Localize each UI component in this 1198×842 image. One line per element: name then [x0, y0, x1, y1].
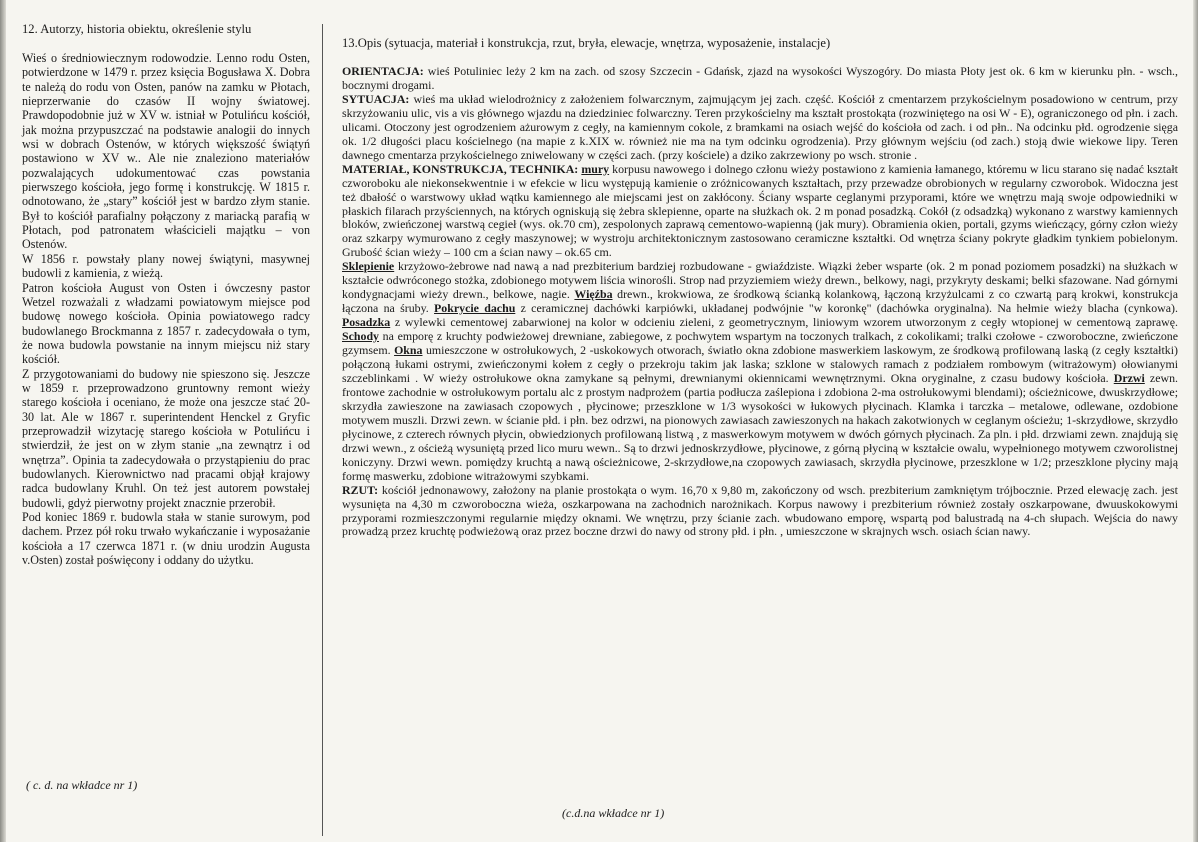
situation-label: SYTUACJA: [342, 91, 410, 106]
windows-label: Okna [394, 343, 423, 358]
orientation-label: ORIENTACJA: [342, 64, 424, 78]
plan-text: kościół jednonawowy, założony na planie prostokąta o wym. 16,70 x 9,80 m, zakończony od wsch. prezbiterium zamkniętym trójbocznie. Przed elewację zach. jest wysunięta na 4,30 m czworoboczna wieża, oszkarpowana na zachodnich narożnikach. Korpus nawowy i prezbiterium również zostały oszkarpowane, dwuuskokowymi przyporami rozmieszczonymi regularnie między oknami. We wnętrzu, przy ścianie zach. wbudowano emporę, wspartą pod balustradą na 4-ch słupach. Wejścia do nawy prowadzą przez kruchtę podwieżową oraz przez boczne drzwi do nawy od strony płd. i płn. , umieszczone w skrajnych wsch. osiach ścian nawy. [342, 482, 1178, 539]
roof-truss-label: Więźba [574, 287, 613, 302]
situation-paragraph [342, 93, 1178, 163]
orientation-text: wieś Potuliniec leży 2 km na zach. od szosy Szczecin - Gdańsk, zjazd na wysokości Wyszogóry. Do miasta Płoty jest ok. 6 km w kierunku płn. - wsch., bocznymi drogami. [342, 64, 1178, 92]
vault-label: Sklepienie [342, 259, 395, 274]
vault-paragraph [342, 260, 1178, 483]
plan-paragraph [342, 484, 1178, 540]
vault-text: krzyżowo-żebrowe nad nawą a nad prezbiterium bardziej rozbudowane - gwiaździste. Wiązki żeber wsparte (ok. 2 m ponad poziomem posadzki) na służkach w kształcie odwróconego stożka, zdobionego motywem liścia winorośli. Strop nad przyziemiem wieży drewn., belkowy, nagi, przykryty deskami; belki sfazowane. Nad górnymi kondygnacjami wieży drewn., belkowe, nagie. [342, 259, 1178, 302]
walls-text: korpusu nawowego i dolnego członu wieży postawiono z kamienia łamanego, któremu w licu starano się nadać kształt czworoboku ale niekonsekwentnie i w efekcie w licu występują kamienie o zróżnicowanych kształtach, przy przewadze obrobionych w regularny czworobok. Widoczna jest też dbałość o warstwowy układ wątku kamiennego ale miejscami jest on zakłócony. Ściany wsparte ceglanymi przyporami, które we wnętrzu mają swoje odpowiedniki w płaskich filarach przyściennych, na których ogniskują się żebra sklepienne, oparte na służkach ok. 2 m ponad posadzką. Cokół (z odsadzką) wykonano z warstwy kamiennych bloków, zwieńczonej warstwą cegieł (wys. ok.70 cm), zespolonych zaprawą cementowo-wapienną (jak mury). Obramienia okien, portali, gzyms wieńczący, górny człon wieży oraz szkarpy wymurowano z cegły maszynowej; w wystroju architektonicznym zastosowano ceramiczne kształtki. Od wnętrza ściany pokryte gładkim tynkiem pobielonym. Grubość ścian wieży – 100 cm a ścian nawy – ok.65 cm. [342, 161, 1178, 260]
description-continuation-note: (c.d.na wkładce nr 1) [562, 806, 665, 820]
scan-edge-right [1193, 0, 1198, 842]
material-paragraph [342, 163, 1178, 261]
roofing-label: Pokrycie dachu [434, 301, 516, 316]
history-continuation-note: ( c. d. na wkładce nr 1) [26, 778, 138, 792]
doors-text: zewn. frontowe zachodnie w ostrołukowym portalu alc z prostym nadprożem (partia podłucza zaślepiona i zdobiona 2-ma ostrołukowymi blendami); ościeżnicowe, dwuskrzydłowe; skrzydła zawieszone na zawiasach czopowych , płycinowe; przeszklone w 1/3 wysokości w łukowych płycinach. Klamka i tarczka – metalowe, odlewane, ozdobione motywem muszli. Drzwi zewn. w ścianie płd. i płn. bez odrzwi, na pionowych zawiasach zawieszonych na hakach zakotwionych w ceglanym ościeżu; 1-skrzydłowe, skrzydło płycinowe, z czterech równych płycin, obwiedzionych profilowaną listwą , z maswerkowym motywem w dwóch górnych płycinach. Za pln. i płd. drzwiami zewn. znajdują się drzwi wewn., z ościeżą wysuniętą przed lico muru wewn.. Są to drzwi jednoskrzydłowe, płycinowe, z górną płyciną w kształcie owalu, wypełnionego motywem czworolistnej koniczyny. Drzwi wewn. pomiędzy kruchtą a nawą ościeżnicowe, 2-skrzydłowe,na czopowych zawiasach, skrzydła płycinowe, przeszklone w 1/2; przeszklone płyciny mają formę maswerku, zdobione witrażowymi szybkami. [342, 370, 1178, 483]
stairs-label: Schody [342, 329, 380, 344]
walls-label: mury [581, 161, 610, 176]
plan-label: RZUT: [342, 482, 379, 497]
doors-label: Drzwi [1113, 370, 1145, 385]
column-divider [322, 24, 323, 836]
history-heading: 12. Autorzy, historia obiektu, określenie stylu [22, 22, 252, 36]
description-heading: 13.Opis (sytuacja, materiał i konstrukcja, rzut, bryła, elewacje, wnętrza, wyposażenie, instalacje) [342, 36, 831, 50]
orientation-paragraph [342, 65, 1178, 93]
history-column [22, 22, 310, 822]
scan-edge-left [0, 0, 6, 842]
history-text: Wieś o średniowiecznym rodowodzie. Lenno rodu Osten, potwierdzone w 1479 r. przez księcia Bogusława X. Dobra te należą do rodu von Osten, panów na zamku w Płotach, nieprzerwanie do czasów II wojny światowej. Prawdopodobnie już w XV w. istniał w Potulińcu kościół, jak można przypuszczać na podstawie analogii do innych wsi w dobrach Ostenów, w których większość świątyń postawiono w XV w.. Ale nie znaleziono materiałów pozwalających udokumentować czas powstania pierwszego kościoła, jego formę i konstrukcję. W 1815 r. odnotowano, że „stary” kościół jest w bardzo złym stanie. Był to kościół parafialny połączony z mariacką parafią w Płotach, pod patronatem właścicieli majątku – von Ostenów. W 1856 r. powstały plany nowej świątyni, masywnej budowli z kamienia, z wieżą. Patron kościoła August von Osten i ówczesny pastor Wetzel rozważali z władzami powiatowym miejsce pod budowę nowego kościoła. Opinia powiatowego radcy budowlanego Brockmanna z 1857 r. zadecydowała o tym, że nowa budowla powstanie na innym miejscu niż stary kościół. Z przygotowaniami do budowy nie spieszono się. Jeszcze w 1859 r. przeprowadzono gruntowny remont wieży starego kościoła i oceniano, że może ona jeszcze stać 20-30 lat. Ale w 1867 r. superintendent Henckel z Gryfic przeprowadził wizytację starego kościoła w Potulińcu i stwierdził, że jest on w złym stanie „na zewnątrz i od wnętrza”. Opinia ta zadecydowała o przystąpieniu do prac budowlanych. Kierownictwo nad pracami objął krajowy radca budowlany Kruhl. On też jest autorem powstałej budowli, gdyż pierwotny projekt znacznie przerobił. Pod koniec 1869 r. budowla stała w stanie surowym, pod dachem. Przez pół roku trwało wykańczanie i wyposażanie kościoła a 17 czerwca 1871 r. (w dniu urodzin Augusta v.Osten) został poświęcony i oddany do użytku. [22, 51, 310, 568]
roof-truss-text: drewn., krokwiowa, ze środkową ścianką kolankową, łączoną krzyżulcami z co czwartą parą krokwi, konstrukcja łączona na śruby. [342, 287, 1178, 316]
situation-text: wieś ma układ wielodrożnicy z założeniem folwarcznym, zajmującym jej zach. część. Kościół z cmentarzem przykościelnym posadowiono w centrum, przy skrzyżowaniu ulic, vis a vis głównego wjazdu na dziedziniec folwarczny. Teren przykościelny ma kształt prostokąta (rozwiniętego na osi W - E), ograniczonego od płn. i zach. ulicami. Otoczony jest ogrodzeniem ażurowym z cegły, na kamiennym cokole, z bramkami na osiach wejść do kościoła od zach. i od płn.. Na odcinku płd. ogrodzenie sięga ok. 1/2 długości placu kościelnego (na mapie z k.XIX w. również nie ma na tym odcinku ogrodzenia). Przy głównym wejściu (od zach.) stoją dwie wiekowe lipy. Teren dawnego cmentarza przykościelnego zniwelowany w części zach. (przy kościele) a dziko zakrzewiony po wsch. stronie . [342, 91, 1178, 162]
material-label: MATERIAŁ, KONSTRUKCJA, TECHNIKA: [342, 161, 579, 176]
roofing-text: z ceramicznej dachówki karpiówki, układanej podwójnie "w koronkę" (dachówka oryginalna). Na hełmie wieży blacha (cynkowa). [515, 301, 1178, 316]
floor-text: z wylewki cementowej zabarwionej na kolor w odcieniu zieleni, z geometrycznym, liniowym wzorem utworzonym z cegły wtopionej w cementową zaprawę. [390, 315, 1178, 330]
floor-label: Posadzka [342, 315, 391, 330]
windows-text: umieszczone w ostrołukowych, 2 -uskokowych otworach, światło okna zdobione maswerkiem laskowym, ze środkową profilowaną laską (z cegły kształtki) połączoną łukami ostrymi, zwieńczonymi kołem z cegły o przekroju takim jak laska; szklone w stalowych ramach z podziałem rombowym (witrażowym) ołowianymi szczeblinkami . W wieży ostrołukowe okna zamykane są pełnymi, drewnianymi okiennicami wewnętrznymi. Okna oryginalne, z czasu budowy kościoła. [342, 343, 1178, 385]
description-column [342, 22, 1178, 822]
stairs-text: na emporę z kruchty podwieżowej drewniane, zabiegowe, z pochwytem wspartym na toczonych tralkach, z cokolikami; tralki czołowe - czworoboczne, zwieńczone gzymsem. [342, 329, 1178, 358]
